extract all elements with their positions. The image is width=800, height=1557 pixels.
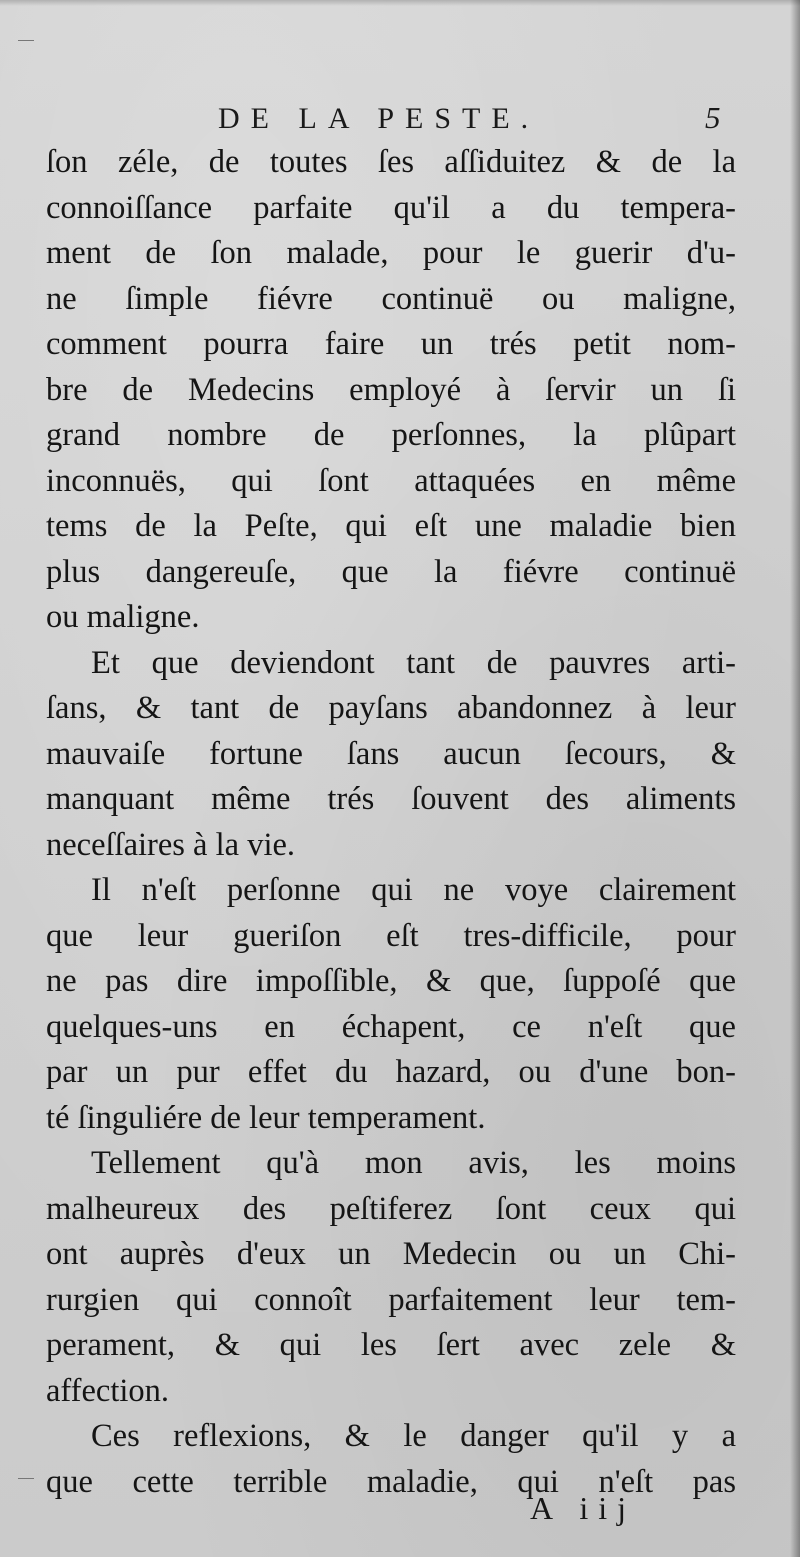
paragraph-first-line: Et que deviendont tant de pauvres arti- [91, 644, 736, 681]
text-line: neceſſaires à la vie. [46, 826, 296, 863]
paragraph-first-line: Il n'eſt perſonne qui ne voye clairement [91, 872, 736, 908]
text-line: par un pur effet du hazard, ou d'une bon- [46, 1054, 736, 1090]
running-head [40, 100, 740, 144]
page-edge-shadow [790, 0, 800, 1557]
text-line: mauvaiſe fortune ſans aucun ſecours, & [46, 735, 736, 772]
text-line: connoiſſance parfaite qu'il a du tempera- [46, 189, 736, 226]
text-line: tems de la Peſte, qui eſt une maladie bien [46, 508, 736, 544]
text-line: manquant même trés ſouvent des aliments [46, 781, 736, 817]
text-line: perament, & qui les ſert avec zele & [46, 1327, 736, 1363]
margin-mark [18, 1478, 34, 1479]
text-line: que cette terrible maladie, qui n'eſt pas [46, 1463, 736, 1500]
text-line: affection. [46, 1372, 170, 1409]
paragraph-first-line: Ces reflexions, & le danger qu'il y a [91, 1418, 736, 1454]
text-line: ne ſimple fiévre continuë ou maligne, [46, 280, 736, 317]
text-line: ſans, & tant de payſans abandonnez à leur [46, 690, 736, 726]
paragraph-first-line: Tellement qu'à mon avis, les moins [91, 1145, 736, 1181]
margin-mark [18, 40, 34, 41]
text-line: rurgien qui connoît parfaitement leur tem- [46, 1281, 736, 1318]
running-head-title: DE LA PESTE. [218, 102, 540, 135]
text-line: inconnuës, qui ſont attaquées en même [46, 462, 736, 499]
text-line: plus dangereuſe, que la fiévre continuë [46, 553, 736, 590]
text-line: comment pourra faire un trés petit nom- [46, 326, 736, 362]
text-line: malheureux des peſtiferez ſont ceux qui [46, 1190, 736, 1227]
body-text [46, 140, 736, 1505]
text-line: grand nombre de perſonnes, la plûpart [46, 417, 736, 453]
text-line: ne pas dire impoſſible, & que, ſuppoſé que [46, 963, 736, 999]
page-top-shadow [0, 0, 800, 6]
text-line: té ſinguliére de leur temperament. [46, 1099, 486, 1136]
text-line: ment de ſon malade, pour le guerir d'u- [46, 235, 736, 271]
text-line: ou maligne. [46, 599, 200, 635]
text-line: ſon zéle, de toutes ſes aſſiduitez & de la [46, 144, 736, 180]
text-line: ont auprès d'eux un Medecin ou un Chi- [46, 1236, 736, 1272]
signature-mark: A iij [530, 1490, 637, 1526]
text-line: quelques-uns en échapent, ce n'eſt que [46, 1008, 736, 1045]
page-number: 5 [705, 100, 721, 135]
text-line: que leur gueriſon eſt tres-difficile, pour [46, 917, 736, 954]
text-line: bre de Medecins employé à ſervir un ſi [46, 371, 736, 408]
